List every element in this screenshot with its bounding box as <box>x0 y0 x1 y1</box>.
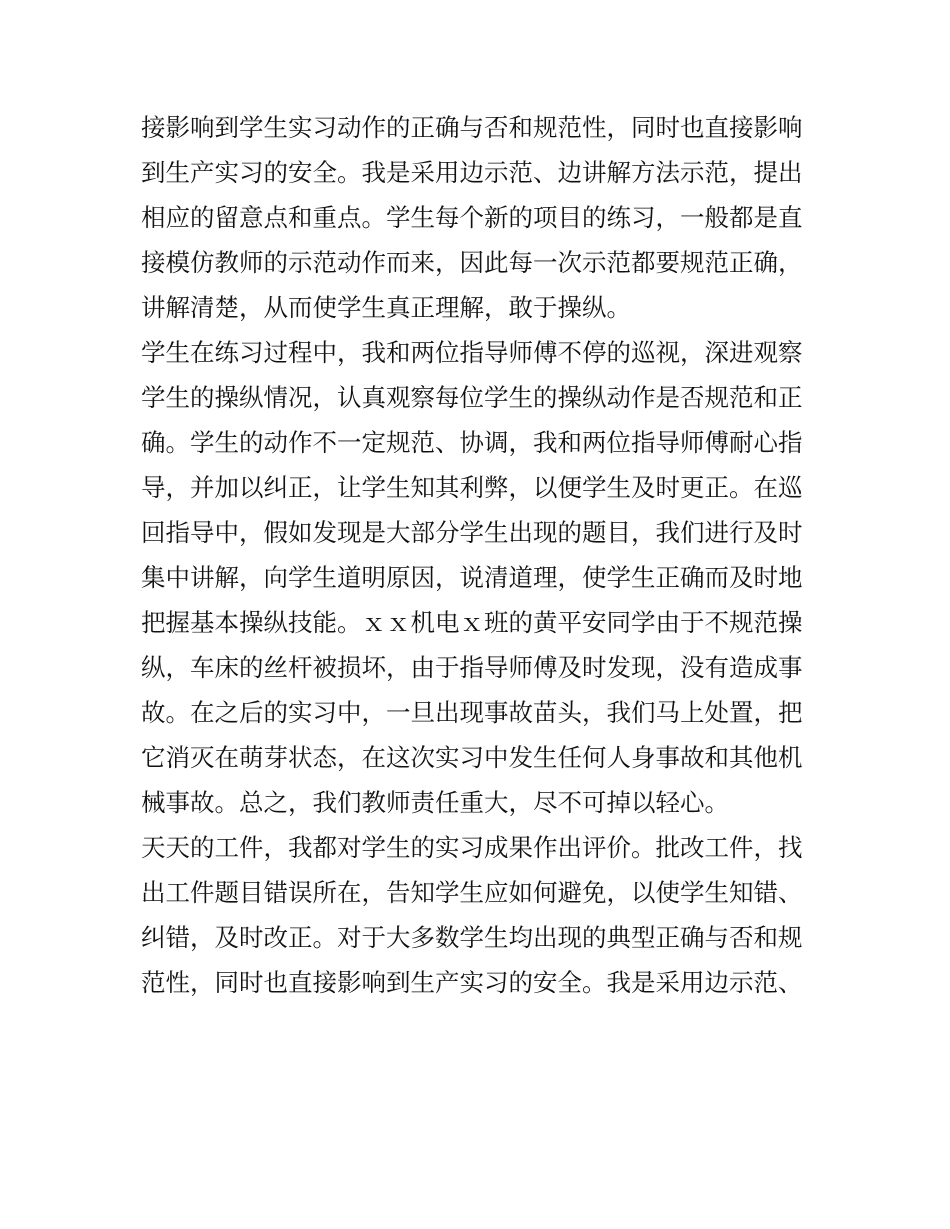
text-line: 纠错，及时改正。对于大多数学生均出现的典型正确与否和规 <box>141 923 803 952</box>
text-line: 纵，车床的丝杆被损坏，由于指导师傅及时发现，没有造成事 <box>141 653 803 682</box>
text-line: 出工件题目错误所在，告知学生应如何避免，以使学生知错、 <box>141 878 803 907</box>
text-line: 械事故。总之，我们教师责任重大，尽不可掉以轻心。 <box>141 788 729 817</box>
document-body <box>141 105 813 1005</box>
text-line: 故。在之后的实习中，一旦出现事故苗头，我们马上处置，把 <box>141 698 803 727</box>
text-line: 回指导中，假如发现是大部分学生出现的题目，我们进行及时 <box>141 518 803 547</box>
paragraph-2 <box>141 330 813 825</box>
text-line: 讲解清楚，从而使学生真正理解，敢于操纵。 <box>141 293 631 322</box>
text-line: 接影响到学生实习动作的正确与否和规范性，同时也直接影响 <box>141 113 803 142</box>
text-line: 把握基本操纵技能。ｘｘ机电ｘ班的黄平安同学由于不规范操 <box>141 608 803 637</box>
text-line: 导，并加以纠正，让学生知其利弊，以便学生及时更正。在巡 <box>141 473 803 502</box>
text-line: 学生在练习过程中，我和两位指导师傅不停的巡视，深进观察 <box>141 338 803 367</box>
text-line: 接模仿教师的示范动作而来，因此每一次示范都要规范正确， <box>141 248 803 277</box>
text-line: 到生产实习的安全。我是采用边示范、边讲解方法示范，提出 <box>141 158 803 187</box>
text-line: 确。学生的动作不一定规范、协调，我和两位指导师傅耐心指 <box>141 428 803 457</box>
text-line: 学生的操纵情况，认真观察每位学生的操纵动作是否规范和正 <box>141 383 803 412</box>
paragraph-1 <box>141 105 813 330</box>
text-line: 集中讲解，向学生道明原因，说清道理，使学生正确而及时地 <box>141 563 803 592</box>
text-line: 范性，同时也直接影响到生产实习的安全。我是采用边示范、 <box>141 968 803 997</box>
paragraph-3 <box>141 825 813 1005</box>
text-line: 天天的工件，我都对学生的实习成果作出评价。批改工件，找 <box>141 833 803 862</box>
text-line: 相应的留意点和重点。学生每个新的项目的练习，一般都是直 <box>141 203 803 232</box>
text-line: 它消灭在萌芽状态，在这次实习中发生任何人身事故和其他机 <box>141 743 803 772</box>
